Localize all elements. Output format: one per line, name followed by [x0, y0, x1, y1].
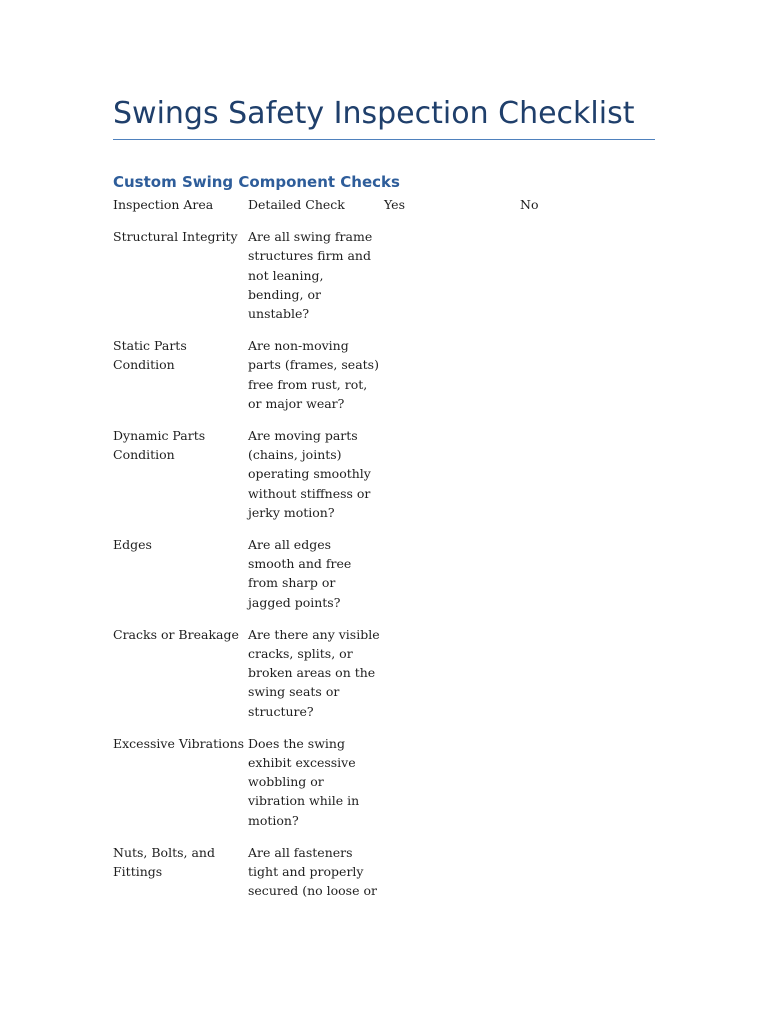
title-divider	[113, 139, 655, 140]
inspection-table	[113, 195, 656, 914]
inspection-area-cell: Edges	[113, 537, 152, 553]
detailed-check-cell: Are all fasteners tight and properly secured (no loose or	[248, 844, 377, 899]
yes-cell	[384, 843, 520, 914]
header-yes: Yes	[384, 197, 405, 212]
yes-cell	[384, 625, 520, 734]
no-cell	[520, 734, 656, 843]
table-row	[113, 426, 656, 535]
no-cell	[520, 625, 656, 734]
table-row	[113, 843, 656, 914]
yes-cell	[384, 426, 520, 535]
inspection-area-cell: Excessive Vibrations	[113, 735, 245, 751]
header-detailed-check: Detailed Check	[248, 197, 345, 212]
yes-cell	[384, 535, 520, 625]
inspection-area-cell: Nuts, Bolts, and Fittings	[113, 844, 215, 880]
yes-cell	[384, 734, 520, 843]
detailed-check-cell: Does the swing exhibit excessive wobbling or vibration while in motion?	[248, 735, 360, 828]
no-cell	[520, 535, 656, 625]
no-cell	[520, 426, 656, 535]
table-row	[113, 734, 656, 843]
detailed-check-cell: Are non-moving parts (frames, seats) free from rust, rot, or major wear?	[248, 338, 379, 411]
no-cell	[520, 843, 656, 914]
inspection-area-cell: Structural Integrity	[113, 229, 238, 245]
inspection-area-cell: Static Parts Condition	[113, 338, 187, 373]
table-row	[113, 336, 656, 426]
detailed-check-cell: Are moving parts (chains, joints) operating smoothly without stiffness or jerky motion?	[248, 428, 371, 520]
table-row	[113, 535, 656, 625]
detailed-check-cell: Are all edges smooth and free from sharp or jagged points?	[248, 537, 352, 610]
inspection-area-cell: Dynamic Parts Condition	[113, 428, 206, 463]
detailed-check-cell: Are all swing frame structures firm and not leaning, bending, or unstable?	[248, 229, 373, 322]
section-heading: Custom Swing Component Checks	[113, 173, 400, 191]
page-title: Swings Safety Inspection Checklist	[113, 96, 635, 131]
no-cell	[520, 227, 656, 336]
header-inspection-area: Inspection Area	[113, 197, 214, 212]
table-row	[113, 625, 656, 734]
inspection-area-cell: Cracks or Breakage	[113, 626, 239, 642]
table-header-row	[113, 195, 656, 227]
yes-cell	[384, 336, 520, 426]
detailed-check-cell: Are there any visible cracks, splits, or broken areas on the swing seats or structure?	[248, 626, 380, 719]
yes-cell	[384, 227, 520, 336]
header-no: No	[520, 197, 539, 212]
no-cell	[520, 336, 656, 426]
table-row	[113, 227, 656, 336]
